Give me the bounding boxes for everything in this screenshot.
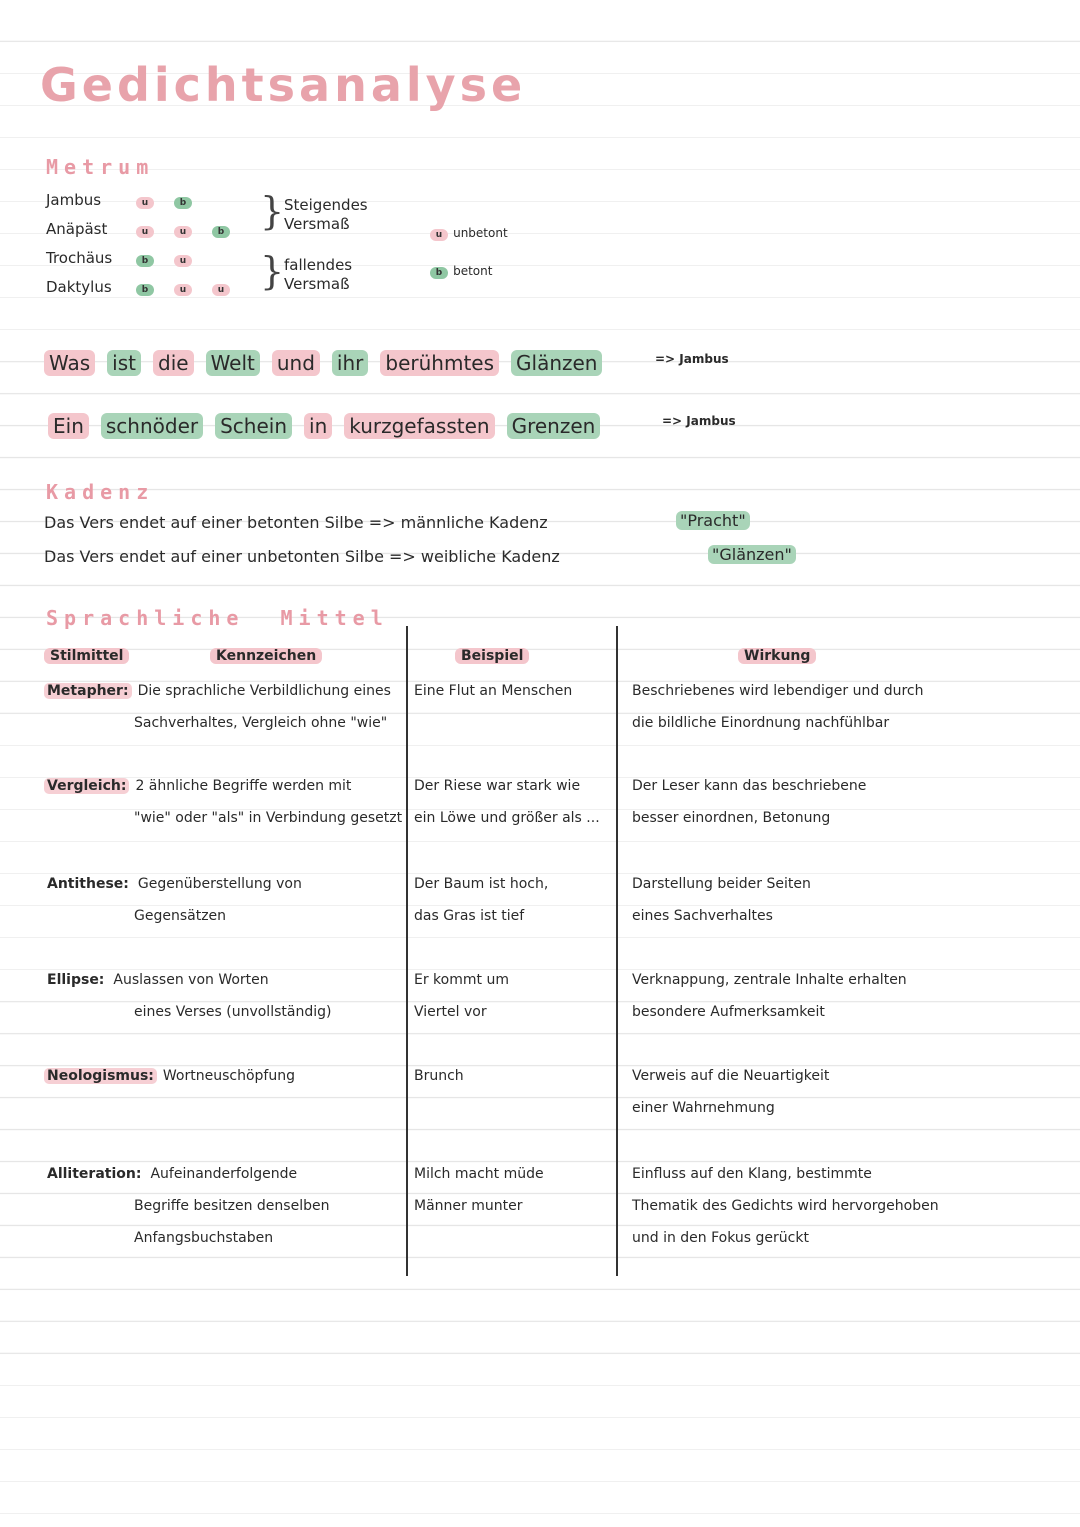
wirkung-line: Der Leser kann das beschriebene	[632, 778, 867, 794]
kennzeichen-text: Aufeinanderfolgende	[150, 1166, 298, 1182]
kennzeichen-line: eines Verses (unvollständig)	[134, 1004, 332, 1020]
row-beispiel	[414, 770, 612, 834]
foot-name: Anäpäst	[46, 220, 108, 238]
stilmittel-heading	[46, 606, 389, 630]
beispiel-line: Brunch	[414, 1068, 464, 1084]
unstressed-syllable: u	[174, 255, 192, 267]
kennzeichen-line	[44, 868, 404, 900]
example-word: Glänzen	[511, 350, 602, 376]
kennzeichen-line: Begriffe besitzen denselben	[134, 1198, 330, 1214]
row-kennzeichen	[44, 770, 404, 834]
col-head-beispiel-label: Beispiel	[455, 648, 529, 664]
unstressed-syllable: u	[136, 226, 154, 238]
row-beispiel	[414, 675, 612, 707]
kennzeichen-line: "wie" oder "als" in Verbindung gesetzt	[134, 810, 403, 826]
wirkung-line: Einfluss auf den Klang, bestimmte	[632, 1166, 872, 1182]
kadenz-line-2: Das Vers endet auf einer unbetonten Silbe => weibliche Kadenz	[44, 547, 560, 566]
page-title: Gedichtsanalyse	[40, 58, 527, 112]
unstressed-syllable: u	[174, 226, 192, 238]
kennzeichen-line	[44, 964, 404, 996]
row-beispiel	[414, 964, 612, 1028]
kennzeichen-line: Gegensätzen	[134, 908, 227, 924]
example-word: Ein	[48, 413, 89, 439]
foot-name: Daktylus	[46, 278, 112, 296]
foot-row	[46, 248, 266, 267]
example-word: kurzgefassten	[344, 413, 494, 439]
col-head-kennzeichen-label: Kennzeichen	[210, 648, 322, 664]
example-word: die	[153, 350, 194, 376]
beispiel-line: Er kommt um	[414, 972, 509, 988]
row-beispiel	[414, 1060, 612, 1092]
kennzeichen-text: Wortneuschöpfung	[162, 1068, 295, 1084]
kadenz-example-2-text: "Glänzen"	[708, 545, 796, 564]
row-kennzeichen	[44, 1158, 404, 1254]
kennzeichen-text: Gegenüberstellung von	[137, 876, 302, 892]
beispiel-line: das Gras ist tief	[414, 908, 525, 924]
beispiel-line: Viertel vor	[414, 1004, 487, 1020]
kadenz-example-1-text: "Pracht"	[676, 511, 750, 530]
example-word: Welt	[206, 350, 260, 376]
foot-row	[46, 190, 266, 209]
row-beispiel	[414, 868, 612, 932]
foot-name: Trochäus	[46, 249, 113, 267]
stressed-syllable: b	[174, 197, 192, 209]
example-result-1: => Jambus	[655, 352, 729, 366]
legend-unstressed	[430, 222, 508, 241]
example-word: ihr	[332, 350, 368, 376]
kennzeichen-line	[44, 770, 404, 802]
example-result-2: => Jambus	[662, 414, 736, 428]
kadenz-example-2	[708, 545, 796, 564]
stressed-syllable: b	[136, 284, 154, 296]
col-head-wirkung-label: Wirkung	[738, 648, 816, 664]
wirkung-line: Darstellung beider Seiten	[632, 876, 811, 892]
wirkung-line: eines Sachverhaltes	[632, 908, 773, 924]
col-head-wirkung	[738, 645, 816, 664]
wirkung-line: besser einordnen, Betonung	[632, 810, 831, 826]
stilmittel-term: Vergleich:	[44, 778, 129, 794]
example-word: und	[272, 350, 320, 376]
stilmittel-term: Ellipse:	[47, 972, 105, 988]
wirkung-line: die bildliche Einordnung nachfühlbar	[632, 715, 890, 731]
example-line-1	[44, 350, 614, 376]
falling-brace: }	[260, 249, 285, 293]
stilmittel-term: Neologismus:	[44, 1068, 157, 1084]
rising-label: Steigendes Versmaß	[284, 196, 368, 233]
beispiel-line: Der Baum ist hoch,	[414, 876, 549, 892]
wirkung-line: einer Wahrnehmung	[632, 1100, 775, 1116]
table-divider-2	[616, 626, 618, 1276]
kennzeichen-line	[44, 1158, 404, 1190]
stilmittel-heading-part2: Mittel	[280, 606, 389, 630]
unstressed-syllable: u	[212, 284, 230, 296]
foot-name: Jambus	[46, 191, 102, 209]
kadenz-example-1	[676, 511, 750, 530]
unstressed-syllable: u	[136, 197, 154, 209]
kennzeichen-line: Sachverhaltes, Vergleich ohne "wie"	[134, 715, 388, 731]
col-head-stilmittel	[44, 645, 129, 664]
row-wirkung	[632, 964, 1072, 1028]
kennzeichen-text: Auslassen von Worten	[113, 972, 269, 988]
kadenz-heading: Kadenz	[46, 480, 155, 504]
wirkung-line: besondere Aufmerksamkeit	[632, 1004, 825, 1020]
unstressed-syllable: u	[174, 284, 192, 296]
example-word: Was	[44, 350, 95, 376]
stilmittel-term: Antithese:	[47, 876, 129, 892]
falling-label: fallendes Versmaß	[284, 256, 353, 293]
example-word: ist	[107, 350, 141, 376]
beispiel-line: Eine Flut an Menschen	[414, 683, 573, 699]
rising-brace: }	[260, 189, 285, 233]
beispiel-line: Der Riese war stark wie	[414, 778, 581, 794]
stressed-syllable: b	[212, 226, 230, 238]
row-wirkung	[632, 1158, 1072, 1254]
row-kennzeichen	[44, 868, 404, 932]
example-word: berühmtes	[380, 350, 499, 376]
wirkung-line: Thematik des Gedichts wird hervorgehoben	[632, 1198, 939, 1214]
legend-unstressed-label: unbetont	[453, 226, 508, 240]
col-head-stilmittel-label: Stilmittel	[44, 648, 129, 664]
legend-stressed-label: betont	[453, 264, 493, 278]
kennzeichen-text: Die sprachliche Verbildlichung eines	[137, 683, 391, 699]
beispiel-line: Milch macht müde	[414, 1166, 544, 1182]
beispiel-line: ein Löwe und größer als ...	[414, 810, 600, 826]
wirkung-line: Verweis auf die Neuartigkeit	[632, 1068, 830, 1084]
row-wirkung	[632, 1060, 1072, 1124]
stressed-syllable: b	[136, 255, 154, 267]
stilmittel-term: Alliteration:	[47, 1166, 142, 1182]
wirkung-line: Verknappung, zentrale Inhalte erhalten	[632, 972, 907, 988]
kadenz-line-1: Das Vers endet auf einer betonten Silbe => männliche Kadenz	[44, 513, 548, 532]
stressed-symbol: b	[430, 267, 448, 279]
row-wirkung	[632, 868, 1072, 932]
col-head-kennzeichen	[210, 645, 322, 664]
row-beispiel	[414, 1158, 612, 1222]
example-word: schnöder	[101, 413, 203, 439]
beispiel-line: Männer munter	[414, 1198, 523, 1214]
example-line-2	[48, 413, 612, 439]
row-kennzeichen	[44, 675, 404, 739]
stilmittel-term: Metapher:	[44, 683, 132, 699]
foot-row	[46, 219, 266, 238]
legend-stressed	[430, 260, 492, 279]
example-word: Grenzen	[507, 413, 601, 439]
col-head-beispiel	[455, 645, 529, 664]
row-kennzeichen	[44, 1060, 404, 1092]
row-wirkung	[632, 770, 1072, 834]
wirkung-line: und in den Fokus gerückt	[632, 1230, 809, 1246]
row-wirkung	[632, 675, 1072, 739]
metrum-heading: Metrum	[46, 155, 155, 179]
kennzeichen-text: 2 ähnliche Begriffe werden mit	[135, 778, 352, 794]
wirkung-line: Beschriebenes wird lebendiger und durch	[632, 683, 924, 699]
row-kennzeichen	[44, 964, 404, 1028]
table-divider-1	[406, 626, 408, 1276]
example-word: Schein	[215, 413, 292, 439]
unstressed-symbol: u	[430, 229, 448, 241]
kennzeichen-line: Anfangsbuchstaben	[134, 1230, 274, 1246]
kennzeichen-line	[44, 675, 404, 707]
example-word: in	[304, 413, 332, 439]
kennzeichen-line	[44, 1060, 404, 1092]
stilmittel-heading-part1: Sprachliche	[46, 606, 245, 630]
foot-row	[46, 277, 266, 296]
